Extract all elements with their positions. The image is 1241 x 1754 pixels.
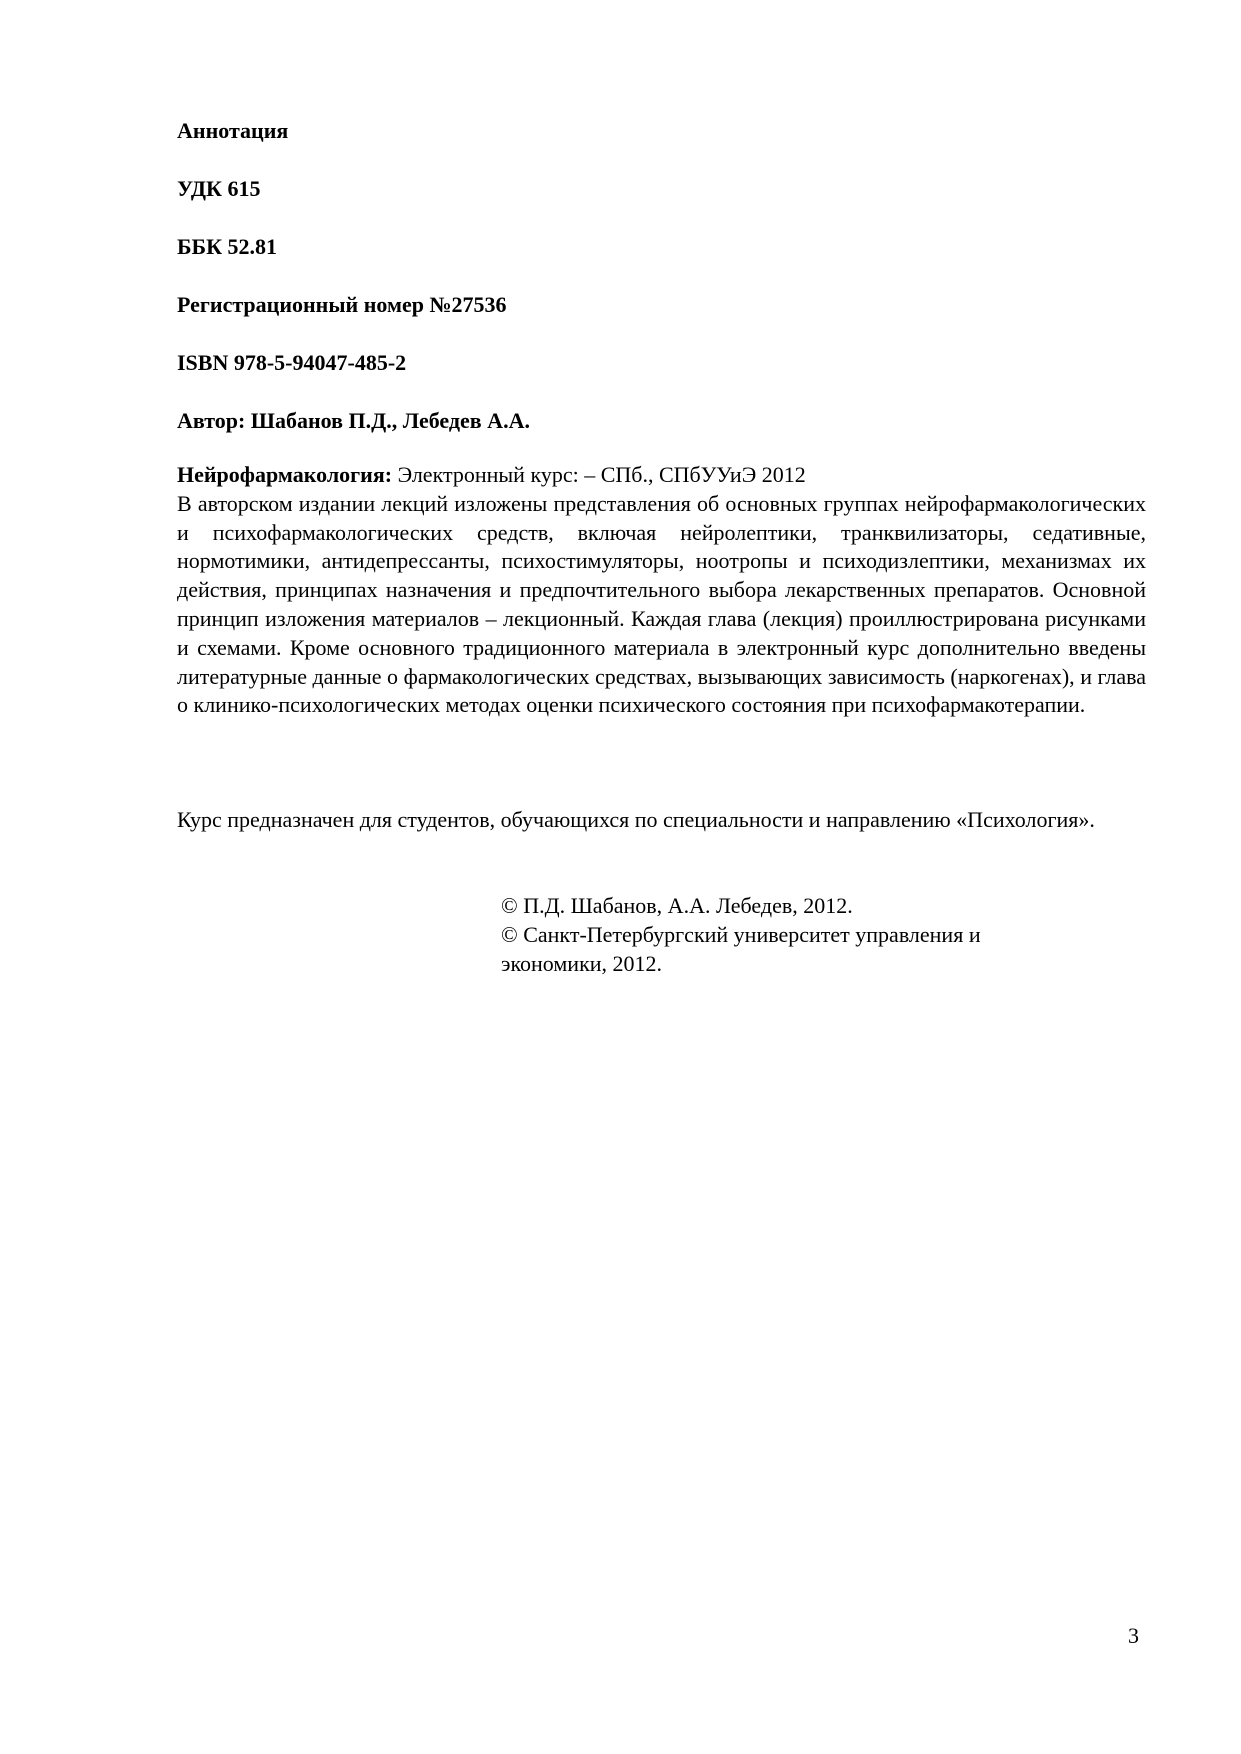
description-block xyxy=(177,461,1146,720)
copyright-block xyxy=(501,892,1141,978)
bbk-code: ББК 52.81 xyxy=(177,234,278,259)
registration-number: Регистрационный номер №27536 xyxy=(177,292,507,317)
copyright-authors: © П.Д. Шабанов, А.А. Лебедев, 2012. xyxy=(501,893,853,918)
course-title: Нейрофармакология: xyxy=(177,462,393,487)
audience-paragraph: Курс предназначен для студентов, обучающихся по специальности и направлению «Психология». xyxy=(177,807,1095,832)
course-publication-info: Электронный курс: – СПб., СПбУУиЭ 2012 xyxy=(392,462,806,487)
page-number: 3 xyxy=(1128,1623,1139,1648)
description-paragraph: В авторском издании лекций изложены представления об основных группах нейрофармакологических и психофармакологических средств, включая нейролептики, транквилизаторы, седативные, нормотимики, антидепрессанты, психостимуляторы, ноотропы и психодизлептики, механизмах их действия, принципах назначения и предпочтительного выбора лекарственных препаратов. Основной принцип изложения материалов – лекционный. Каждая глава (лекция) проиллюстрирована рисунками и схемами. Кроме основного традиционного материала в электронный курс дополнительно введены литературные данные о фармакологических средствах, вызывающих зависимость (наркогенах), и глава о клинико-психологических методах оценки психического состояния при психофармакотерапии. xyxy=(177,490,1146,718)
copyright-university: © Санкт-Петербургский университет управления и xyxy=(501,921,981,947)
isbn-number: ISBN 978-5-94047-485-2 xyxy=(177,350,407,375)
udk-code: УДК 615 xyxy=(177,176,261,201)
course-title-line xyxy=(177,461,1146,490)
authors-line: Автор: Шабанов П.Д., Лебедев А.А. xyxy=(177,408,530,433)
copyright-university-cont: экономики, 2012. xyxy=(501,950,663,976)
annotation-heading: Аннотация xyxy=(177,118,289,143)
